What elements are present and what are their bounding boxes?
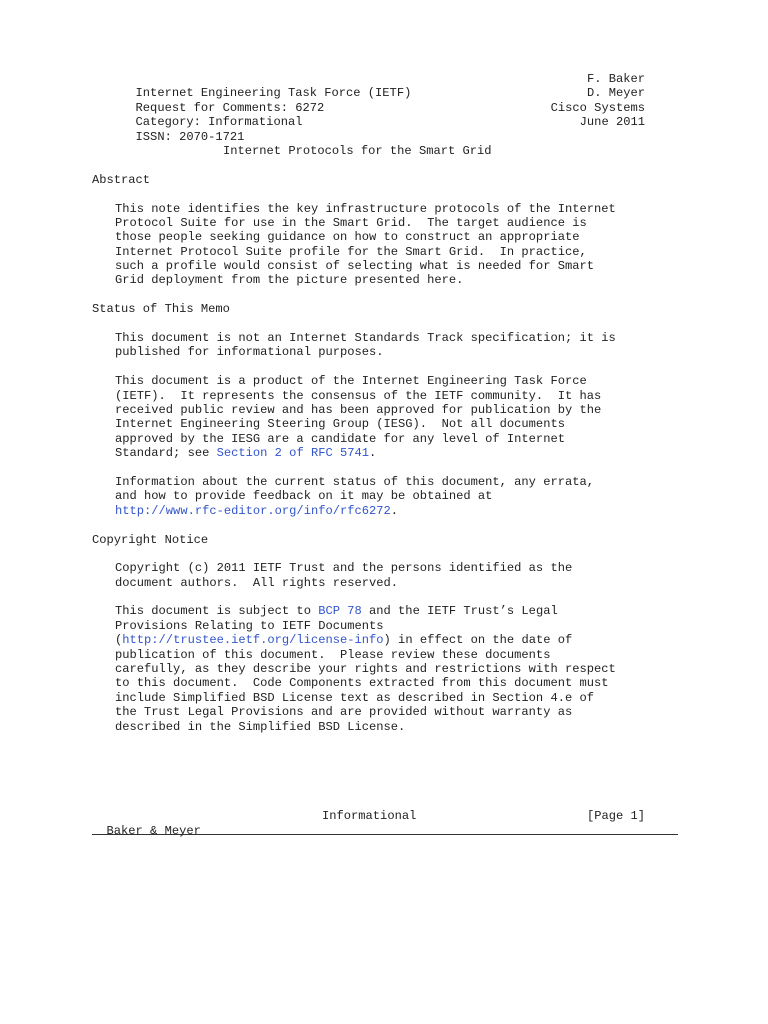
status-heading: Status of This Memo (92, 302, 230, 317)
status-line (92, 504, 645, 518)
status-line: approved by the IESG are a candidate for any level of Internet (115, 431, 565, 446)
copyright-line: described in the Simplified BSD License. (115, 719, 406, 734)
copyright-paragraph-1 (92, 561, 645, 590)
copyright-text: This document is subject to (115, 604, 319, 619)
copyright-text: ) in effect on the date of (383, 633, 573, 648)
footer-page-number: [Page 1] (586, 809, 645, 823)
copyright-line: Provisions Relating to IETF Documents (115, 618, 384, 633)
status-line: Information about the current status of this document, any errata, (115, 474, 594, 489)
copyright-line: publication of this document. Please review these documents (115, 647, 551, 662)
copyright-line (92, 633, 645, 647)
status-text: . (369, 446, 377, 461)
status-line: This document is not an Internet Standards Track specification; it is (115, 331, 616, 346)
rfc-editor-link[interactable]: http://www.rfc-editor.org/info/rfc6272 (115, 503, 391, 518)
abstract-line: Grid deployment from the picture presented here. (115, 273, 464, 288)
rfc-page (92, 72, 645, 734)
bcp78-link[interactable]: BCP 78 (318, 604, 362, 619)
footer-category: Informational (322, 809, 417, 823)
header-right: F. Baker (586, 72, 645, 86)
header-left: Request for Comments: 6272 (135, 100, 325, 115)
status-text: Standard; see (115, 446, 217, 461)
status-line: and how to provide feedback on it may be obtained at (115, 489, 493, 504)
copyright-text: and the IETF Trust’s Legal (361, 604, 558, 619)
status-line: published for informational purposes. (115, 345, 384, 360)
header-block (92, 72, 645, 144)
copyright-line: carefully, as they describe your rights and restrictions with respect (115, 662, 616, 677)
status-text: . (390, 503, 399, 518)
status-line: (IETF). It represents the consensus of the IETF community. It has (115, 388, 602, 403)
copyright-paragraph-2 (92, 604, 645, 734)
status-line: This document is a product of the Internet Engineering Task Force (115, 374, 587, 389)
header-left: Category: Informational (135, 115, 303, 130)
abstract-line: Internet Protocol Suite profile for the Smart Grid. In practice, (115, 244, 587, 259)
abstract-body (92, 202, 645, 288)
copyright-line (92, 604, 645, 618)
copyright-line: the Trust Legal Provisions and are provided without warranty as (115, 705, 573, 720)
status-paragraph-3 (92, 475, 645, 518)
header-left: Internet Engineering Task Force (IETF) (135, 86, 412, 101)
copyright-text: ( (115, 633, 123, 648)
copyright-heading: Copyright Notice (92, 532, 209, 547)
trustee-license-link[interactable]: http://trustee.ietf.org/license-info (122, 633, 384, 648)
header-left: ISSN: 2070-1721 (135, 129, 245, 144)
copyright-line: document authors. All rights reserved. (115, 575, 399, 590)
abstract-heading: Abstract (92, 172, 151, 187)
header-right: Cisco Systems (550, 100, 645, 115)
abstract-line: Protocol Suite for use in the Smart Grid. The target audience is (115, 215, 587, 230)
abstract-line: those people seeking guidance on how to construct an appropriate (115, 230, 580, 245)
abstract-line: This note identifies the key infrastructure protocols of the Internet (115, 201, 616, 216)
header-row (92, 115, 645, 144)
footer-authors: Baker & Meyer (106, 824, 201, 838)
abstract-line: such a profile would consist of selecting what is needed for Smart (115, 259, 594, 274)
copyright-line: include Simplified BSD License text as described in Section 4.e of (115, 690, 594, 705)
status-paragraph-1 (92, 331, 645, 360)
header-right: D. Meyer (586, 86, 645, 101)
page-divider (92, 834, 678, 835)
copyright-line: to this document. Code Components extracted from this document must (115, 676, 609, 691)
header-right: June 2011 (579, 115, 645, 130)
document-title: Internet Protocols for the Smart Grid (223, 143, 492, 158)
status-line: Internet Engineering Steering Group (IESG). Not all documents (115, 417, 565, 432)
status-line (92, 446, 645, 460)
copyright-line: Copyright (c) 2011 IETF Trust and the persons identified as the (115, 561, 573, 576)
page-footer (92, 809, 645, 838)
status-paragraph-2 (92, 374, 645, 460)
rfc5741-link[interactable]: Section 2 of RFC 5741 (216, 446, 370, 461)
status-line: received public review and has been approved for publication by the (115, 402, 602, 417)
